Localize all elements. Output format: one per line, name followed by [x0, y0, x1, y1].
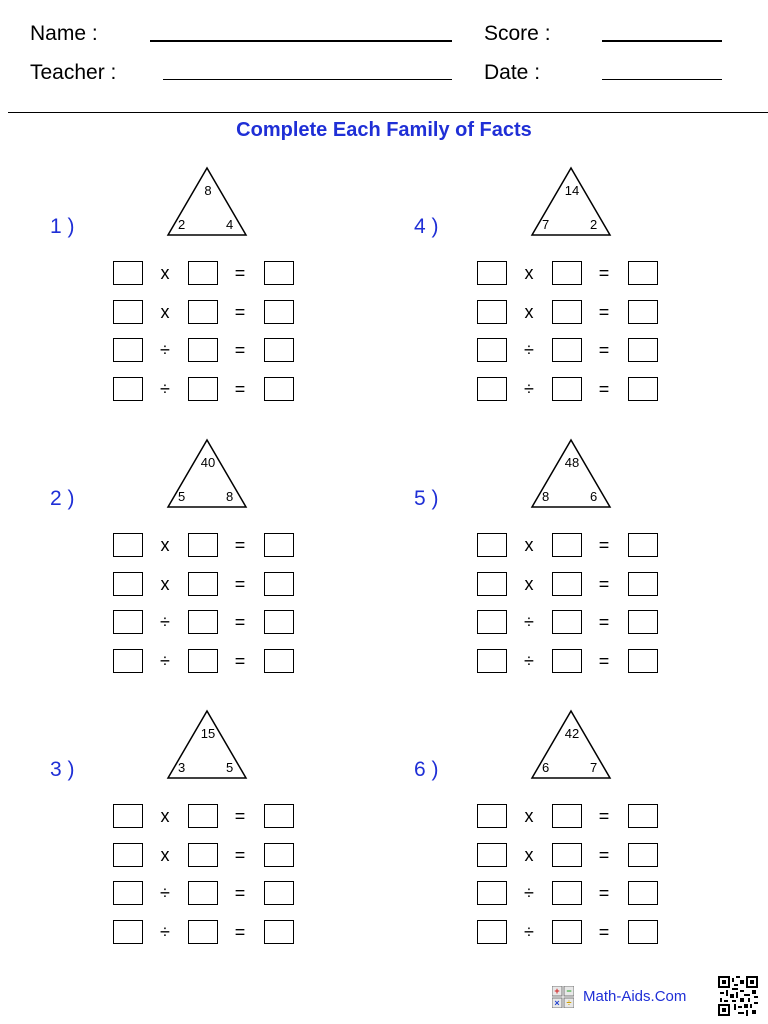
answer-box[interactable] [113, 881, 143, 905]
answer-box[interactable] [552, 377, 582, 401]
multiply-sign: x [524, 806, 534, 826]
multiply-sign: x [524, 263, 534, 283]
answer-box[interactable] [264, 572, 294, 596]
equals-sign: = [234, 650, 246, 671]
answer-box[interactable] [113, 920, 143, 944]
teacher-field-line[interactable] [163, 79, 452, 80]
triangle-left-number: 2 [178, 217, 186, 232]
divide-sign: ÷ [160, 378, 170, 399]
multiply-sign: x [160, 535, 170, 555]
answer-box[interactable] [552, 261, 582, 285]
answer-box[interactable] [477, 881, 507, 905]
svg-text:+: + [554, 986, 560, 996]
answer-box[interactable] [113, 377, 143, 401]
answer-box[interactable] [628, 920, 658, 944]
svg-text:÷: ÷ [566, 998, 572, 1008]
answer-box[interactable] [113, 843, 143, 867]
svg-text:−: − [566, 986, 572, 996]
divide-sign: ÷ [524, 921, 534, 942]
equals-sign: = [598, 921, 610, 942]
answer-box[interactable] [628, 300, 658, 324]
triangle-left-number: 6 [542, 760, 550, 775]
answer-box[interactable] [113, 533, 143, 557]
answer-box[interactable] [188, 920, 218, 944]
answer-box[interactable] [264, 300, 294, 324]
triangle-top-number: 48 [564, 455, 580, 470]
equals-sign: = [598, 340, 610, 360]
answer-box[interactable] [628, 533, 658, 557]
triangle-top-number: 40 [200, 455, 216, 470]
answer-box[interactable] [264, 533, 294, 557]
answer-box[interactable] [628, 261, 658, 285]
divide-sign: ÷ [524, 883, 534, 903]
header-divider [8, 112, 768, 113]
answer-box[interactable] [477, 649, 507, 673]
answer-box[interactable] [188, 572, 218, 596]
answer-box[interactable] [188, 881, 218, 905]
answer-box[interactable] [264, 261, 294, 285]
answer-box[interactable] [552, 610, 582, 634]
equals-sign: = [598, 844, 610, 865]
equals-sign: = [234, 612, 246, 632]
score-field-line[interactable] [602, 40, 722, 42]
problem-number: 5 ) [414, 487, 439, 510]
divide-sign: ÷ [160, 883, 170, 903]
answer-box[interactable] [628, 843, 658, 867]
answer-box[interactable] [552, 300, 582, 324]
equals-sign: = [234, 573, 246, 594]
divide-sign: ÷ [524, 340, 534, 360]
divide-sign: ÷ [160, 612, 170, 632]
equals-sign: = [598, 650, 610, 671]
triangle-left-number: 7 [542, 217, 550, 232]
svg-text:×: × [554, 998, 560, 1008]
answer-box[interactable] [188, 261, 218, 285]
answer-box[interactable] [552, 533, 582, 557]
equals-sign: = [234, 921, 246, 942]
answer-box[interactable] [477, 920, 507, 944]
answer-box[interactable] [477, 843, 507, 867]
answer-box[interactable] [113, 804, 143, 828]
answer-box[interactable] [628, 804, 658, 828]
name-field-line[interactable] [150, 40, 452, 42]
name-label: Name : [30, 22, 98, 45]
answer-box[interactable] [628, 610, 658, 634]
answer-box[interactable] [628, 338, 658, 362]
answer-box[interactable] [188, 533, 218, 557]
answer-box[interactable] [113, 338, 143, 362]
answer-box[interactable] [477, 377, 507, 401]
qr-code-icon [718, 976, 758, 1016]
answer-box[interactable] [188, 843, 218, 867]
triangle-right-number: 7 [590, 760, 598, 775]
problem-number: 1 ) [50, 215, 75, 238]
answer-box[interactable] [113, 610, 143, 634]
divide-sign: ÷ [160, 921, 170, 942]
multiply-sign: x [524, 301, 534, 322]
multiply-sign: x [160, 263, 170, 283]
multiply-sign: x [160, 844, 170, 865]
multiply-sign: x [524, 573, 534, 594]
equals-sign: = [598, 883, 610, 903]
answer-box[interactable] [264, 843, 294, 867]
equals-sign: = [234, 301, 246, 322]
answer-box[interactable] [552, 920, 582, 944]
multiply-sign: x [160, 301, 170, 322]
answer-box[interactable] [188, 610, 218, 634]
teacher-label: Teacher : [30, 61, 117, 84]
equals-sign: = [234, 806, 246, 826]
answer-box[interactable] [264, 338, 294, 362]
answer-box[interactable] [477, 533, 507, 557]
equals-sign: = [598, 301, 610, 322]
date-field-line[interactable] [602, 79, 722, 80]
triangle-top-number: 8 [204, 183, 212, 198]
triangle-left-number: 5 [178, 489, 186, 504]
triangle-right-number: 5 [226, 760, 234, 775]
answer-box[interactable] [477, 338, 507, 362]
answer-box[interactable] [552, 572, 582, 596]
answer-box[interactable] [552, 881, 582, 905]
answer-box[interactable] [628, 377, 658, 401]
answer-box[interactable] [264, 920, 294, 944]
equals-sign: = [234, 883, 246, 903]
equals-sign: = [234, 844, 246, 865]
answer-box[interactable] [188, 338, 218, 362]
answer-box[interactable] [552, 649, 582, 673]
score-label: Score : [484, 22, 551, 45]
answer-box[interactable] [552, 338, 582, 362]
problem-number: 6 ) [414, 758, 439, 781]
problem-number: 3 ) [50, 758, 75, 781]
answer-box[interactable] [477, 610, 507, 634]
divide-sign: ÷ [160, 340, 170, 360]
equals-sign: = [234, 378, 246, 399]
answer-box[interactable] [113, 300, 143, 324]
answer-box[interactable] [188, 804, 218, 828]
answer-box[interactable] [188, 300, 218, 324]
multiply-sign: x [524, 535, 534, 555]
answer-box[interactable] [264, 881, 294, 905]
answer-box[interactable] [477, 261, 507, 285]
multiply-sign: x [160, 573, 170, 594]
answer-box[interactable] [628, 881, 658, 905]
answer-box[interactable] [113, 261, 143, 285]
triangle-left-number: 3 [178, 760, 186, 775]
equals-sign: = [598, 535, 610, 555]
equals-sign: = [598, 573, 610, 594]
answer-box[interactable] [477, 804, 507, 828]
triangle-top-number: 15 [200, 726, 216, 741]
divide-sign: ÷ [524, 378, 534, 399]
answer-box[interactable] [552, 804, 582, 828]
calculator-icon [552, 986, 574, 1008]
equals-sign: = [598, 806, 610, 826]
answer-box[interactable] [628, 649, 658, 673]
equals-sign: = [598, 612, 610, 632]
divide-sign: ÷ [524, 650, 534, 671]
answer-box[interactable] [188, 649, 218, 673]
multiply-sign: x [160, 806, 170, 826]
triangle-left-number: 8 [542, 489, 550, 504]
divide-sign: ÷ [524, 612, 534, 632]
answer-box[interactable] [264, 377, 294, 401]
equals-sign: = [234, 340, 246, 360]
worksheet-title: Complete Each Family of Facts [236, 119, 532, 141]
divide-sign: ÷ [160, 650, 170, 671]
answer-box[interactable] [113, 572, 143, 596]
equals-sign: = [598, 378, 610, 399]
equals-sign: = [598, 263, 610, 283]
answer-box[interactable] [477, 300, 507, 324]
answer-box[interactable] [113, 649, 143, 673]
triangle-right-number: 4 [226, 217, 234, 232]
equals-sign: = [234, 535, 246, 555]
answer-box[interactable] [264, 649, 294, 673]
triangle-right-number: 8 [226, 489, 234, 504]
date-label: Date : [484, 61, 541, 84]
answer-box[interactable] [477, 572, 507, 596]
answer-box[interactable] [188, 377, 218, 401]
problem-number: 4 ) [414, 215, 439, 238]
multiply-sign: x [524, 844, 534, 865]
equals-sign: = [234, 263, 246, 283]
triangle-top-number: 14 [564, 183, 580, 198]
triangle-right-number: 2 [590, 217, 598, 232]
problem-number: 2 ) [50, 487, 75, 510]
answer-box[interactable] [628, 572, 658, 596]
site-link[interactable]: Math-Aids.Com [583, 988, 687, 1005]
answer-box[interactable] [264, 804, 294, 828]
triangle-right-number: 6 [590, 489, 598, 504]
triangle-top-number: 42 [564, 726, 580, 741]
answer-box[interactable] [552, 843, 582, 867]
answer-box[interactable] [264, 610, 294, 634]
